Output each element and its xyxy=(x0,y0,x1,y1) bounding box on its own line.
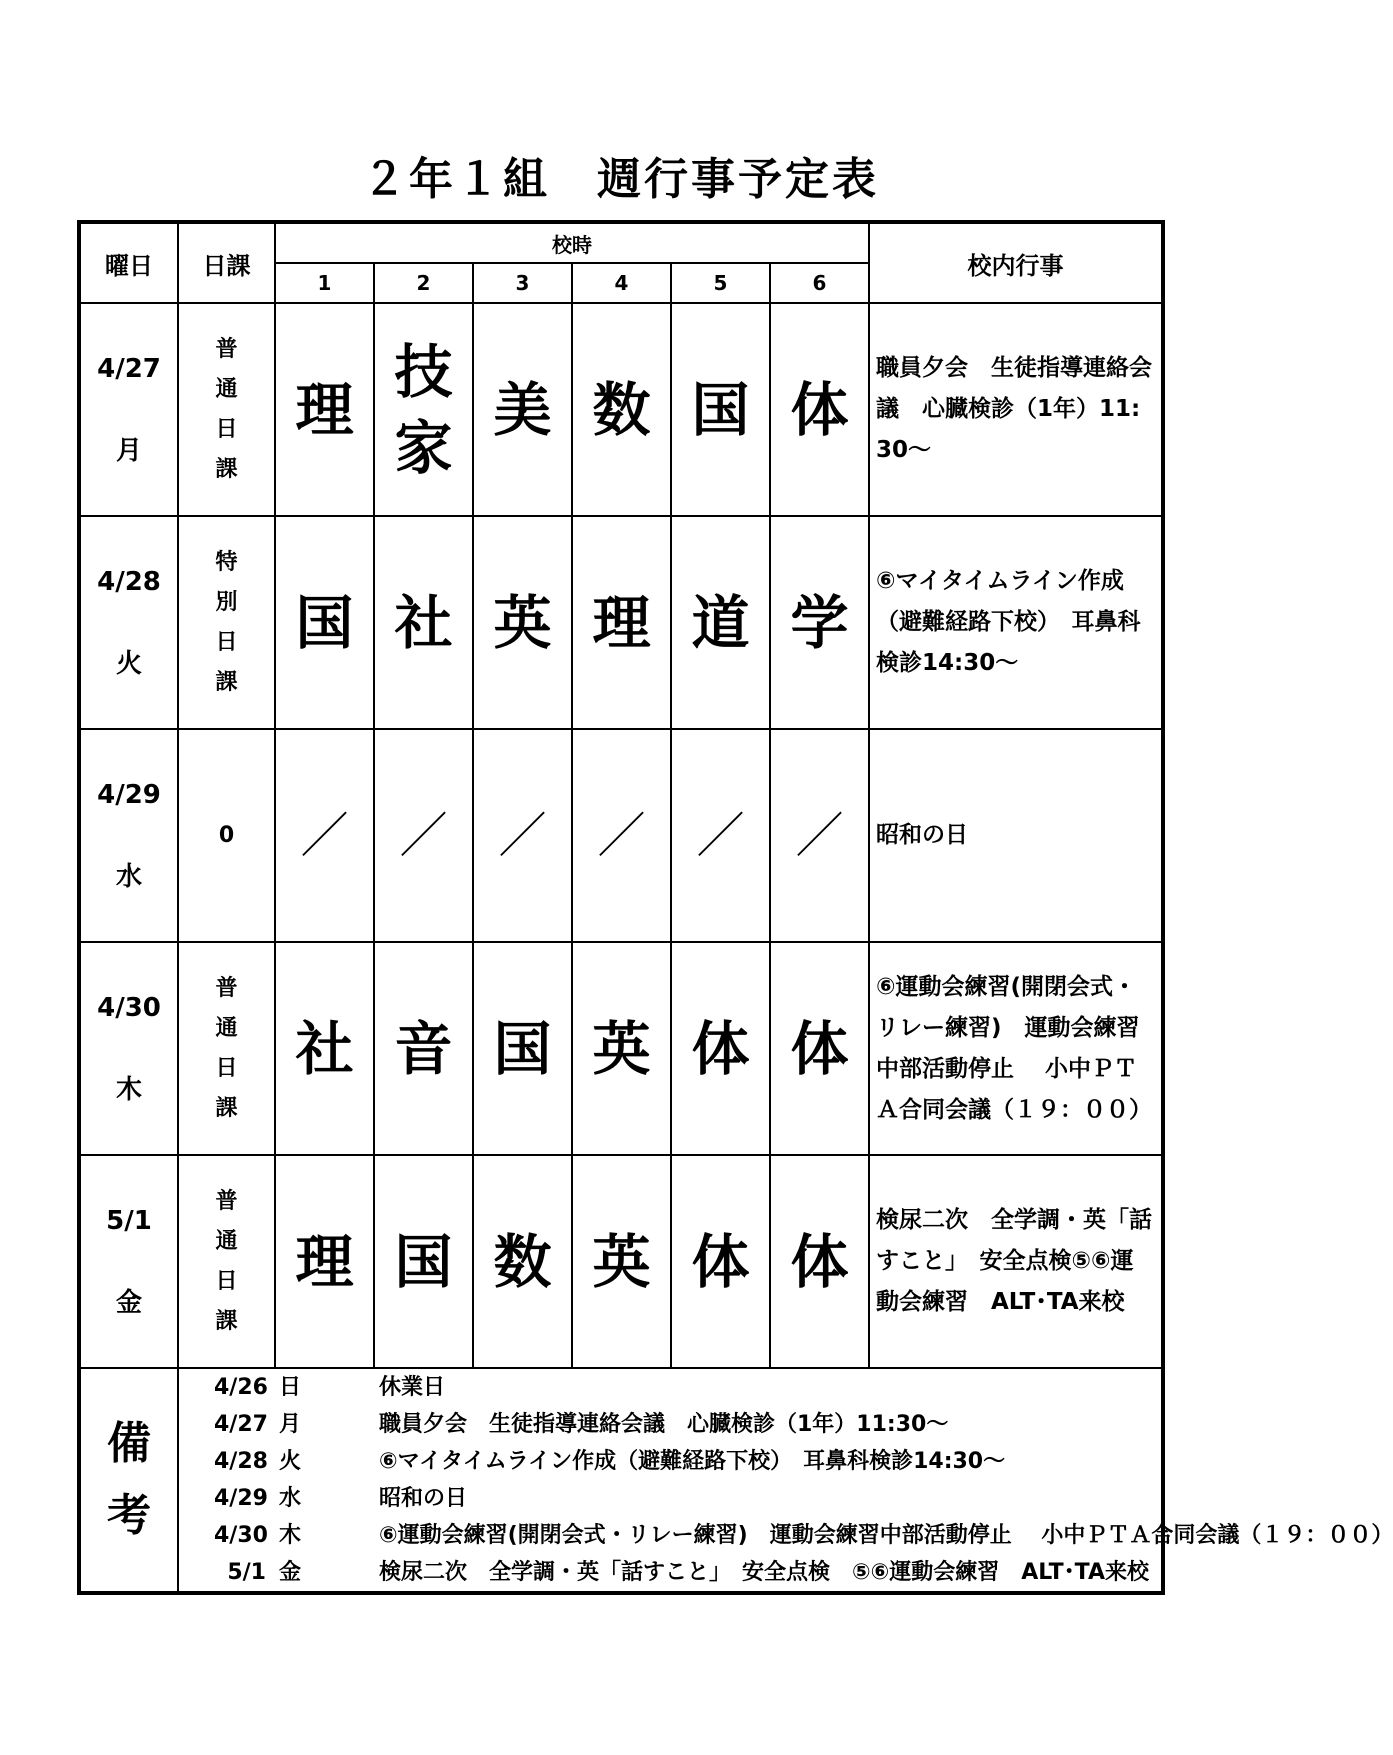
subject-cell: 体 xyxy=(770,1155,869,1368)
day-row xyxy=(79,303,1163,516)
day-row xyxy=(79,942,1163,1155)
day-type-char: 課 xyxy=(215,1308,238,1334)
subject-cell: 体 xyxy=(671,942,770,1155)
subject-cell: 理 xyxy=(572,516,671,729)
day-cell xyxy=(79,303,178,516)
day-date: 4/30 xyxy=(97,992,161,1023)
bikou-text: ⑥マイタイムライン作成（避難経路下校） 耳鼻科検診14:30～ xyxy=(379,1449,1006,1474)
subject-cell: 数 xyxy=(572,303,671,516)
subject-cell-empty: ／ xyxy=(374,729,473,942)
day-dow: 月 xyxy=(115,435,142,466)
subject-cell: 社 xyxy=(275,942,374,1155)
period-header: 4 xyxy=(572,263,671,303)
bikou-date: 4/27 xyxy=(214,1412,268,1437)
bikou-date: 4/28 xyxy=(214,1449,268,1474)
day-cell xyxy=(79,516,178,729)
subject-cell: 体 xyxy=(770,303,869,516)
bikou-dow: 金 xyxy=(279,1560,302,1585)
day-type-char: 課 xyxy=(215,1095,238,1121)
page-title: ２年１組 週行事予定表 xyxy=(362,154,879,205)
day-date: 4/28 xyxy=(97,566,161,597)
day-type-char: 通 xyxy=(215,1228,238,1254)
period-header: 3 xyxy=(473,263,572,303)
day-type-char: 特 xyxy=(215,549,238,575)
subject-cell: 理 xyxy=(275,1155,374,1368)
day-cell xyxy=(79,1155,178,1368)
bikou-text: 休業日 xyxy=(379,1375,446,1400)
schedule-table xyxy=(77,220,1393,1595)
subject-cell: 体 xyxy=(671,1155,770,1368)
subject-cell: 国 xyxy=(275,516,374,729)
event-cell: ⑥運動会練習(開閉会式・リレー練習) 運動会練習中部活動停止 小中ＰＴＡ合同会議（１９：００） xyxy=(869,942,1163,1155)
bikou-dow: 日 xyxy=(279,1375,302,1400)
day-date: 4/27 xyxy=(97,353,161,384)
bikou-text: 検尿二次 全学調・英「話すこと」 安全点検 ⑤⑥運動会練習 ALT･TA来校 xyxy=(379,1560,1149,1585)
day-row xyxy=(79,729,1163,942)
day-type-char: 日 xyxy=(215,416,238,442)
header-nikka: 日課 xyxy=(178,222,275,303)
day-type-char: 別 xyxy=(215,589,238,615)
day-type-char: 普 xyxy=(215,336,238,362)
bikou-dow: 木 xyxy=(279,1523,302,1548)
subject-cell-stacked: 技 家 xyxy=(394,337,453,482)
period-header: 2 xyxy=(374,263,473,303)
day-type-char: 通 xyxy=(215,1015,238,1041)
subject-cell: 数 xyxy=(473,1155,572,1368)
subject-cell-empty: ／ xyxy=(275,729,374,942)
subject-cell: 英 xyxy=(473,516,572,729)
subject-cell-empty: ／ xyxy=(473,729,572,942)
subject-cell: 音 xyxy=(374,942,473,1155)
day-type xyxy=(178,1155,275,1368)
day-dow: 火 xyxy=(115,648,142,679)
bikou-label-char: 備 xyxy=(107,1418,151,1469)
bikou-dow: 月 xyxy=(279,1412,302,1437)
day-date: 5/1 xyxy=(106,1205,152,1236)
bikou-list xyxy=(179,1369,1393,1591)
subject-cell-empty: ／ xyxy=(671,729,770,942)
bikou-row xyxy=(79,1368,1163,1593)
day-cell xyxy=(79,942,178,1155)
subject-cell: 学 xyxy=(770,516,869,729)
day-date: 4/29 xyxy=(97,779,161,810)
subject-cell: 道 xyxy=(671,516,770,729)
bikou-text: 昭和の日 xyxy=(379,1486,468,1511)
event-cell: 職員夕会 生徒指導連絡会議 心臓検診（1年）11:30～ xyxy=(869,303,1163,516)
bikou-text: ⑥運動会練習(開閉会式・リレー練習) 運動会練習中部活動停止 小中ＰＴＡ合同会議（１９：００） xyxy=(379,1523,1393,1548)
bikou-label-char: 考 xyxy=(107,1490,151,1541)
bikou-date: 4/30 xyxy=(214,1523,268,1548)
day-cell xyxy=(79,729,178,942)
event-cell: 検尿二次 全学調・英「話すこと」 安全点検⑤⑥運動会練習 ALT･TA来校 xyxy=(869,1155,1163,1368)
period-header: 5 xyxy=(671,263,770,303)
day-dow: 金 xyxy=(115,1287,142,1318)
subject-cell: 体 xyxy=(770,942,869,1155)
bikou-date: 4/26 xyxy=(214,1375,268,1400)
bikou-label xyxy=(79,1368,178,1593)
header-koji: 校時 xyxy=(275,222,869,263)
day-type-char: 普 xyxy=(215,1188,238,1214)
bikou-dow: 火 xyxy=(279,1449,302,1474)
subject-cell: 理 xyxy=(275,303,374,516)
day-type xyxy=(178,729,275,942)
day-type-char: 課 xyxy=(215,669,238,695)
subject-cell: 国 xyxy=(671,303,770,516)
subject-cell: 英 xyxy=(572,942,671,1155)
header-youbi: 曜日 xyxy=(79,222,178,303)
subject-cell: 国 xyxy=(473,942,572,1155)
day-dow: 水 xyxy=(115,861,142,892)
subject-cell-empty: ／ xyxy=(770,729,869,942)
day-type-char: 日 xyxy=(215,1055,238,1081)
event-cell: 昭和の日 xyxy=(869,729,1163,942)
bikou-body xyxy=(178,1368,1393,1593)
day-type xyxy=(178,516,275,729)
subject-cell-empty: ／ xyxy=(572,729,671,942)
day-row xyxy=(79,516,1163,729)
bikou-dow: 水 xyxy=(279,1486,302,1511)
subject-cell xyxy=(374,303,473,516)
day-type xyxy=(178,303,275,516)
event-cell: ⑥マイタイムライン作成（避難経路下校） 耳鼻科検診14:30～ xyxy=(869,516,1163,729)
day-type-char: 普 xyxy=(215,975,238,1001)
subject-cell: 英 xyxy=(572,1155,671,1368)
bikou-text: 職員夕会 生徒指導連絡会議 心臓検診（1年）11:30～ xyxy=(379,1412,949,1437)
bikou-date: 5/1 xyxy=(227,1560,266,1585)
day-type xyxy=(178,942,275,1155)
subject-cell: 社 xyxy=(374,516,473,729)
day-type-char: 0 xyxy=(218,822,235,848)
header-events: 校内行事 xyxy=(869,222,1163,303)
period-header: 6 xyxy=(770,263,869,303)
day-type-char: 日 xyxy=(215,629,238,655)
subject-cell: 美 xyxy=(473,303,572,516)
period-header: 1 xyxy=(275,263,374,303)
day-type-char: 課 xyxy=(215,456,238,482)
subject-cell: 国 xyxy=(374,1155,473,1368)
day-dow: 木 xyxy=(115,1074,142,1105)
day-type-char: 日 xyxy=(215,1268,238,1294)
bikou-date: 4/29 xyxy=(214,1486,268,1511)
day-type-char: 通 xyxy=(215,376,238,402)
day-row xyxy=(79,1155,1163,1368)
